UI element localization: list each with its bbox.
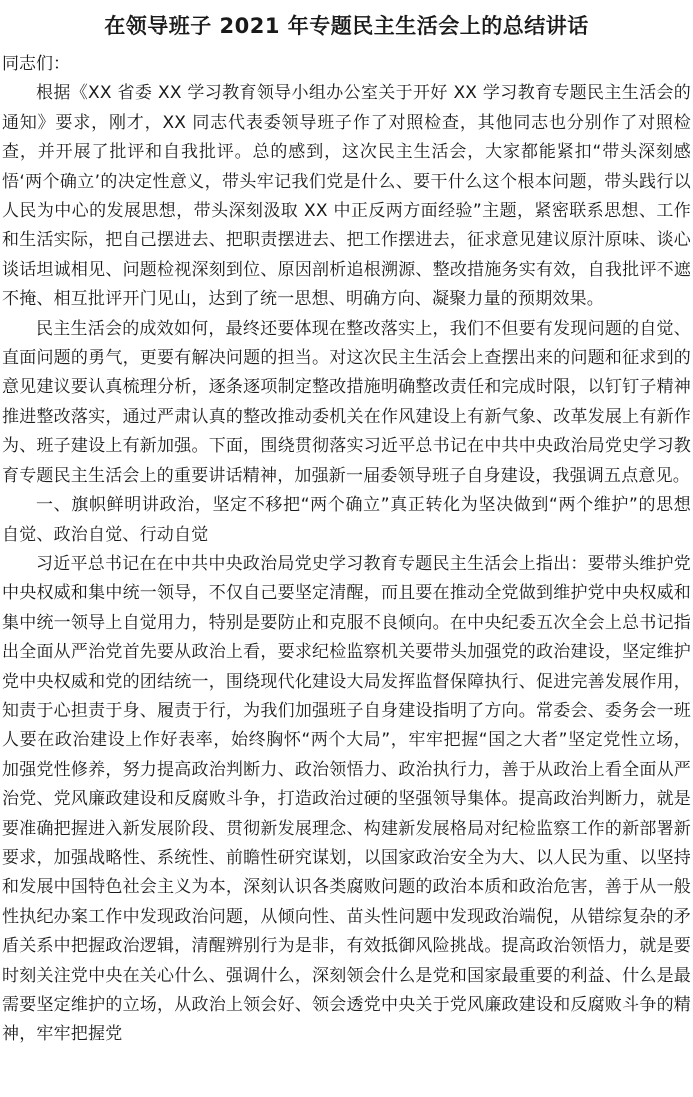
paragraph-political-building: 习近平总书记在在中共中央政治局党史学习教育专题民主生活会上指出：要带头维护党中央权威和集中统一领导，不仅自己要坚定清醒，而且要在推动全党做到维护党中央权威和集中统一领导上自觉用力，特别是要防止和克服不良倾向。在中央纪委五次全会上总书记指出全面从严治党首先要从政治上看，要求纪检监察机关要带头加强党的政治建设，坚定维护党中央权威和党的团结统一，围绕现代化建设大局发挥监督保障执行、促进完善发展作用，知责于心担责于身、履责于行，为我们加强班子自身建设指明了方向。常委会、委务会一班人要在政治建设上作好表率，始终胸怀“两个大局”，牢牢把握“国之大者”坚定党性立场，加强党性修养，努力提高政治判断力、政治领悟力、政治执行力，善于从政治上看全面从严治党、党风廉政建设和反腐败斗争，打造政治过硬的坚强领导集体。提高政治判断力，就是要准确把握进入新发展阶段、贯彻新发展理念、构建新发展格局对纪检监察工作的新部署新要求，加强战略性、系统性、前瞻性研究谋划，以国家政治安全为大、以人民为重、以坚持和发展中国特色社会主义为本，深刻认识各类腐败问题的政治本质和政治危害，善于从一般性执纪办案工作中发现政治问题，从倾向性、苗头性问题中发现政治端倪，从错综复杂的矛盾关系中把握政治逻辑，清醒辨别行为是非，有效抵御风险挑战。提高政治领悟力，就是要时刻关注党中央在关心什么、强调什么，深刻领会什么是党和国家最重要的利益、什么是最需要坚定维护的立场，从政治上领会好、领会透党中央关于党风廉政建设和反腐败斗争的精神，牢牢把握党 bbox=[2, 553, 691, 1045]
paragraph-intro: 根据《XX 省委 XX 学习教育领导小组办公室关于开好 XX 学习教育专题民主生活会的通知》要求，刚才，XX 同志代表委领导班子作了对照检查，其他同志也分别作了对照检查，并开展了批评和自我批评。总的感到，这次民主生活会，大家都能紧扣“带头深刻感悟‘两个确立’的决定性意义，带头牢记我们党是什么、要干什么这个根本问题，带头践行以人民为中心的发展思想，带头深刻汲取 XX 中正反两方面经验”主题，紧密联系思想、工作和生活实际，把自己摆进去、把职责摆进去、把工作摆进去，征求意见建议原汁原味、谈心谈话坦诚相见、问题检视深刻到位、原因剖析追根溯源、整改措施务实有效，自我批评不遮不掩、相互批评开门见山，达到了统一思想、明确方向、凝聚力量的预期效果。 bbox=[2, 83, 691, 310]
document-title: 在领导班子 2021 年专题民主生活会上的总结讲话 bbox=[104, 14, 589, 38]
salutation: 同志们： bbox=[2, 54, 70, 74]
paragraph-rectification: 民主生活会的成效如何，最终还要体现在整改落实上，我们不但要有发现问题的自觉、直面问题的勇气，更要有解决问题的担当。对这次民主生活会上查摆出来的问题和征求到的意见建议要认真梳理分析，逐条逐项制定整改措施明确整改责任和完成时限，以钉钉子精神推进整改落实，通过严肃认真的整改推动委机关在作风建设上有新气象、改革发展上有新作为、班子建设上有新加强。下面，围绕贯彻落实习近平总书记在中共中央政治局党史学习教育专题民主生活会上的重要讲话精神，加强新一届委领导班子自身建设，我强调五点意见。 bbox=[2, 318, 691, 486]
section-heading-one: 一、旗帜鲜明讲政治，坚定不移把“两个确立”真正转化为坚决做到“两个维护”的思想自觉、政治自觉、行动自觉 bbox=[2, 495, 691, 545]
